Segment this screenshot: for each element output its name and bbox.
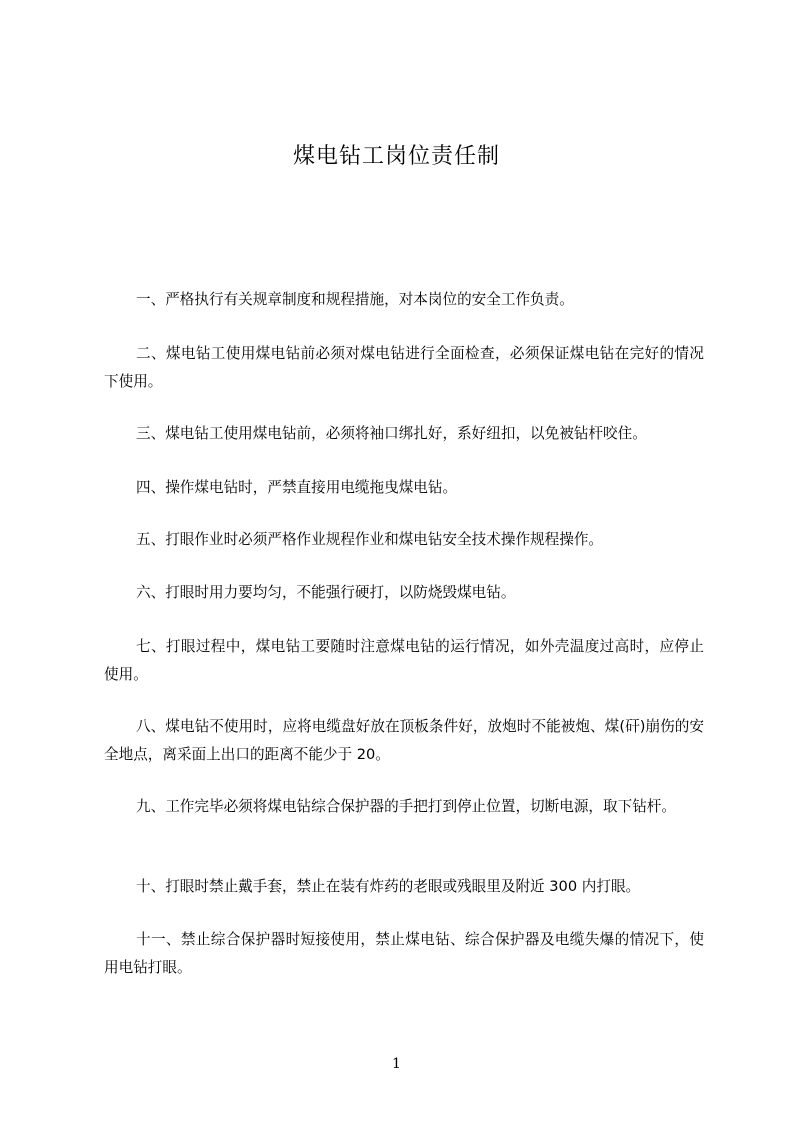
clause-9: 九、工作完毕必须将煤电钻综合保护器的手把打到停止位置，切断电源，取下钻杆。 <box>136 798 676 815</box>
page-title: 煤电钻工岗位责任制 <box>292 144 500 169</box>
clause-6: 六、打眼时用力要均匀，不能强行硬打，以防烧毁煤电钻。 <box>136 584 516 601</box>
clause-2: 二、煤电钻工使用煤电钻前必须对煤电钻进行全面检查，必须保证煤电钻在完好的情况下使用。 <box>104 345 704 390</box>
clause-5: 五、打眼作业时必须严格作业规程作业和煤电钻安全技术操作规程操作。 <box>136 531 604 548</box>
clause-4: 四、操作煤电钻时，严禁直接用电缆拖曳煤电钻。 <box>136 479 458 496</box>
clause-11: 十一、禁止综合保护器时短接使用，禁止煤电钻、综合保护器及电缆失爆的情况下，使用电钻打眼。 <box>104 931 704 976</box>
page-number: 1 <box>392 1056 401 1072</box>
clause-8: 八、煤电钻不使用时，应将电缆盘好放在顶板条件好，放炮时不能被炮、煤(矸)崩伤的安全地点，离采面上出口的距离不能少于 20。 <box>104 718 704 763</box>
clause-3: 三、煤电钻工使用煤电钻前，必须将袖口绑扎好，系好纽扣，以免被钻杆咬住。 <box>136 425 647 442</box>
clause-7: 七、打眼过程中，煤电钻工要随时注意煤电钻的运行情况，如外壳温度过高时，应停止使用。 <box>104 638 704 683</box>
clause-10: 十、打眼时禁止戴手套，禁止在装有炸药的老眼或残眼里及附近 300 内打眼。 <box>136 878 641 895</box>
clause-1: 一、严格执行有关规章制度和规程措施，对本岗位的安全工作负责。 <box>136 291 574 308</box>
